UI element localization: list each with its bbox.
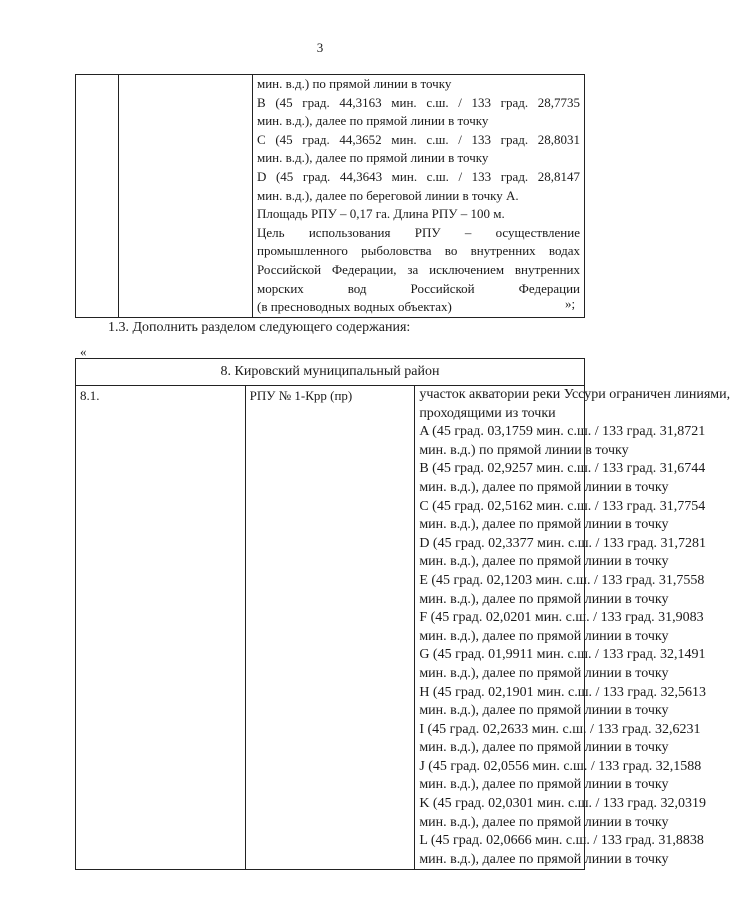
row-name: РПУ № 1-Крр (пр) xyxy=(245,386,415,870)
description-line: Площадь РПУ – 0,17 га. Длина РПУ – 100 м. xyxy=(257,206,505,222)
description-line: мин. в.д.), далее по прямой линии в точку xyxy=(419,479,669,495)
description-line: мин. в.д.), далее по прямой линии в точку xyxy=(419,628,669,644)
description-line: проходящими из точки xyxy=(419,405,556,421)
section-header: 8. Кировский муниципальный район xyxy=(76,359,585,386)
description-line: мин. в.д.), далее по прямой линии в точку xyxy=(419,777,669,793)
description-line: B (45 град. 44,3163 мин. с.ш. / 133 град. 28,7735 xyxy=(257,94,580,110)
closing-quote: »; xyxy=(565,296,576,311)
table-row xyxy=(76,386,585,870)
description-line: мин. в.д.), далее по прямой линии в точку xyxy=(419,703,669,719)
continuation-table xyxy=(75,74,585,318)
description-line: K (45 град. 02,0301 мин. с.ш. / 133 град. 32,0319 xyxy=(419,796,706,812)
description-line: мин. в.д.) по прямой линии в точку xyxy=(419,442,629,458)
number-cell xyxy=(76,75,119,318)
description-line: C (45 град. 44,3652 мин. с.ш. / 133 град. 28,8031 xyxy=(257,131,580,147)
description-line: Цель использования РПУ – осуществление xyxy=(257,224,580,240)
description-line: I (45 град. 02,2633 мин. с.ш. / 133 град. 32,6231 xyxy=(419,721,701,737)
description-line: промышленного рыболовства во внутренних водах xyxy=(257,243,580,259)
description-line: мин. в.д.), далее по прямой линии в точку xyxy=(419,851,669,867)
description-line: мин. в.д.), далее по прямой линии в точку xyxy=(419,591,669,607)
description-line: мин. в.д.) по прямой линии в точку xyxy=(257,76,452,91)
description-cell xyxy=(415,386,730,870)
opening-quote: « xyxy=(80,344,87,359)
description-line: мин. в.д.), далее по прямой линии в точку xyxy=(257,113,489,129)
description-line: J (45 град. 02,0556 мин. с.ш. / 133 град. 32,1588 xyxy=(419,758,702,774)
description-line: D (45 град. 02,3377 мин. с.ш. / 133 град. 31,7281 xyxy=(419,535,706,551)
description-line: участок акватории реки Уссури ограничен линиями, xyxy=(419,387,730,402)
description-line: B (45 град. 02,9257 мин. с.ш. / 133 град. 31,6744 xyxy=(419,461,706,477)
description-line: C (45 град. 02,5162 мин. с.ш. / 133 град. 31,7754 xyxy=(419,498,706,514)
description-line: мин. в.д.), далее по прямой линии в точку xyxy=(419,665,669,681)
description-line: H (45 град. 02,1901 мин. с.ш. / 133 град. 32,5613 xyxy=(419,684,706,700)
description-line: мин. в.д.), далее по прямой линии в точку xyxy=(419,554,669,570)
description-line: A (45 град. 03,1759 мин. с.ш. / 133 град. 31,8721 xyxy=(419,424,706,440)
description-line: L (45 град. 02,0666 мин. с.ш. / 133 град. 31,8838 xyxy=(419,833,704,849)
description-line: мин. в.д.), далее по береговой линии в точку А. xyxy=(257,187,519,203)
description-line: (в пресноводных водных объектах) xyxy=(257,299,452,315)
row-number: 8.1. xyxy=(76,386,246,870)
description-line: мин. в.д.), далее по прямой линии в точку xyxy=(419,740,669,756)
description-line: мин. в.д.), далее по прямой линии в точку xyxy=(419,814,669,830)
table-row xyxy=(76,75,585,318)
description-line: Российской Федерации, за исключением внутренних xyxy=(257,261,580,277)
name-cell xyxy=(119,75,253,318)
description-line: E (45 град. 02,1203 мин. с.ш. / 133 град. 31,7558 xyxy=(419,572,705,588)
description-line: D (45 град. 44,3643 мин. с.ш. / 133 град. 28,8147 xyxy=(257,168,580,184)
new-section-table xyxy=(75,358,730,870)
page-number: 3 xyxy=(316,40,324,55)
amendment-paragraph: 1.3. Дополнить разделом следующего содержания: xyxy=(108,320,411,335)
description-line: морских вод Российской Федерации xyxy=(257,280,580,296)
section-header-row xyxy=(76,359,585,386)
description-line: мин. в.д.), далее по прямой линии в точку xyxy=(257,150,489,166)
description-line: мин. в.д.), далее по прямой линии в точку xyxy=(419,517,669,533)
description-cell xyxy=(253,75,585,318)
description-line: F (45 град. 02,0201 мин. с.ш. / 133 град. 31,9083 xyxy=(419,610,704,626)
description-line: G (45 град. 01,9911 мин. с.ш. / 133 град. 32,1491 xyxy=(419,647,706,663)
